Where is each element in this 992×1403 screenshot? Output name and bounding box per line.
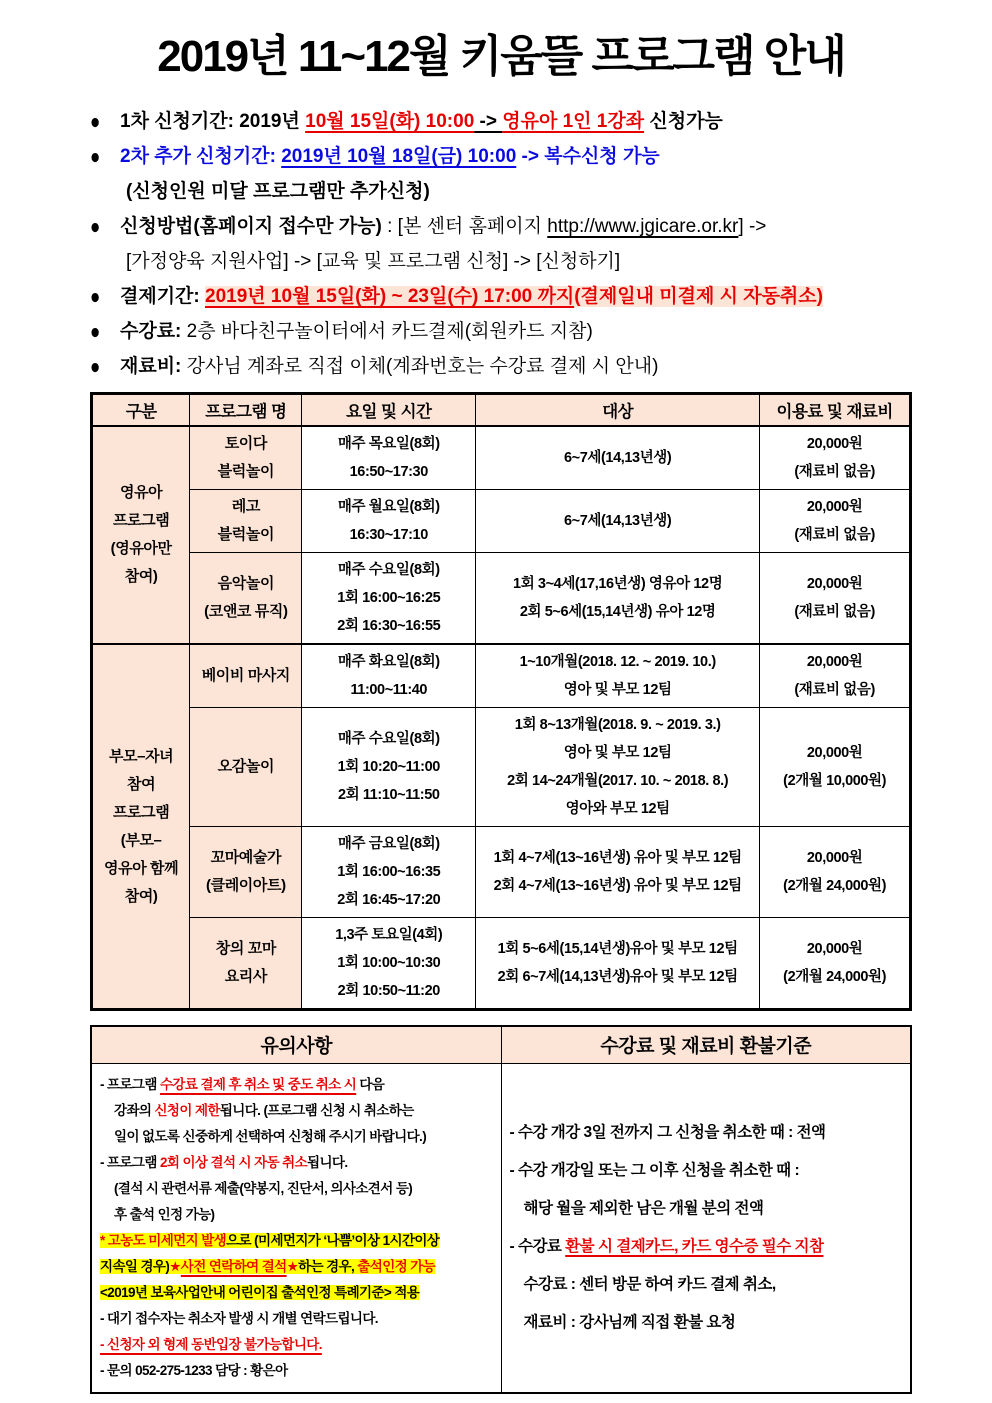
program-table-body <box>92 426 911 1010</box>
text-segment: 다음 <box>356 1076 385 1092</box>
text-segment: 됩니다. <box>307 1154 348 1170</box>
fee-line: (재료비 없음) <box>794 682 875 698</box>
refund-line <box>510 1228 903 1266</box>
schedule-cell <box>302 827 476 918</box>
text-segment: * 고농도 미세먼지 발생 <box>100 1232 227 1248</box>
text-segment: (신청인원 미달 프로그램만 추가신청) <box>126 181 430 202</box>
notice-line <box>100 1202 493 1228</box>
program-name-line: 블럭놀이 <box>217 463 275 480</box>
bullet-dot: ● <box>90 284 101 309</box>
notice-header-cell: 유의사항 <box>91 1026 501 1063</box>
fee-line: 20,000원 <box>806 850 863 866</box>
text-segment: 재료비: <box>120 356 187 377</box>
schedule-line: 11:00~11:40 <box>350 682 428 698</box>
target-cell <box>476 426 760 490</box>
bullet-dot: ● <box>90 319 101 344</box>
target-cell <box>476 644 760 708</box>
schedule-cell <box>302 426 476 490</box>
fee-cell <box>760 827 911 918</box>
text-segment: 후 출석 인정 가능) <box>114 1206 215 1222</box>
program-name-line: (클레이아트) <box>206 877 286 894</box>
notice-line <box>100 1332 493 1358</box>
fee-line: (2개월 10,000원) <box>783 773 887 789</box>
fee-cell <box>760 426 911 490</box>
fee-cell <box>760 553 911 645</box>
column-header: 대상 <box>476 394 760 427</box>
group-label-line: 참여) <box>124 887 158 905</box>
schedule-cell <box>302 918 476 1010</box>
schedule-line: 2회 16:30~16:55 <box>337 618 441 634</box>
text-segment: - 프로그램 <box>100 1076 160 1092</box>
program-name-line: 요리사 <box>224 968 267 985</box>
group-label-line: 참여 <box>127 775 156 793</box>
group-label-line: (부모– <box>120 831 162 849</box>
text-segment: 신청가능 <box>644 111 723 132</box>
target-line: 6~7세(14,13년생) <box>563 450 672 466</box>
intro-line <box>90 279 912 314</box>
fee-line: 20,000원 <box>806 941 863 957</box>
text-segment: 지속일 경우) <box>100 1258 170 1274</box>
intro-line-text <box>120 209 766 244</box>
intro-line <box>90 174 912 209</box>
target-line: 영아 및 부모 12팀 <box>563 745 672 761</box>
text-segment: 영유아 1인 1강좌 <box>502 111 645 132</box>
fee-line: (재료비 없음) <box>794 604 875 620</box>
fee-line: (2개월 24,000원) <box>783 878 887 894</box>
program-name-cell <box>190 827 302 918</box>
schedule-cell <box>302 644 476 708</box>
text-segment: - 수강 개강일 또는 그 이후 신청을 취소한 때 : <box>509 1161 800 1179</box>
text-segment: -> <box>474 111 503 132</box>
refund-line <box>510 1266 903 1304</box>
intro-line <box>90 104 912 139</box>
text-segment: 됩니다. (프로그램 신청 시 취소하는 <box>219 1102 414 1118</box>
bullet-dot: ● <box>90 214 101 239</box>
notice-line <box>100 1098 493 1124</box>
group-label-line: 영유아 함께 <box>104 859 179 877</box>
text-segment: 1차 신청기간: 2019년 <box>120 111 306 132</box>
group-label-line: 부모–자녀 <box>108 747 174 765</box>
text-segment: - 문의 052-275-1233 담당 : 황은아 <box>100 1362 288 1378</box>
program-name-line: 오감놀이 <box>217 758 275 775</box>
schedule-line: 매주 수요일(8회) <box>337 731 440 747</box>
fee-line: 20,000원 <box>806 436 863 452</box>
group-cell <box>92 644 190 1010</box>
text-segment: http://www.jgicare.or.kr <box>547 216 739 237</box>
program-name-line: 베이비 마사지 <box>201 667 291 684</box>
target-line: 영아 및 부모 12팀 <box>563 682 672 698</box>
target-line: 1회 3~4세(17,16년생) 영유아 12명 <box>513 576 723 592</box>
text-segment: - 수강료 <box>509 1237 566 1255</box>
refund-header-cell: 수강료 및 재료비 환불기준 <box>501 1026 911 1063</box>
text-segment: 환불 시 결제카드, 카드 영수증 필수 지참 <box>565 1237 824 1255</box>
group-label-line: 프로그램 <box>112 512 170 529</box>
text-segment: - 수강 개강 3일 전까지 그 신청을 취소한 때 : 전액 <box>509 1123 826 1141</box>
target-cell <box>476 827 760 918</box>
schedule-line: 2회 11:10~11:50 <box>337 787 440 803</box>
schedule-line: 1회 10:00~10:30 <box>337 955 441 971</box>
schedule-line: 1회 10:20~11:00 <box>337 759 440 775</box>
notice-cell <box>91 1063 501 1393</box>
text-segment: -> 복수신청 가능 <box>516 146 660 167</box>
schedule-line: 16:30~17:10 <box>349 527 428 543</box>
text-segment: 으로 <box>226 1232 255 1248</box>
text-segment: - 대기 접수자는 취소자 발생 시 개별 연락드립니다. <box>100 1310 378 1326</box>
text-segment: : [본 센터 홈페이지 <box>381 216 548 237</box>
program-name-line: (코앤코 뮤직) <box>204 603 288 620</box>
target-line: 2회 6~7세(14,13년생)유아 및 부모 12팀 <box>497 969 738 985</box>
intro-line-text <box>126 244 620 279</box>
schedule-line: 매주 수요일(8회) <box>337 562 440 578</box>
fee-line: (2개월 24,000원) <box>783 969 887 985</box>
text-segment: (결석 시 관련서류 제출(약봉지, 진단서, 의사소견서 등) <box>114 1180 413 1196</box>
program-header-row <box>92 394 911 427</box>
schedule-line: 매주 금요일(8회) <box>337 836 440 852</box>
program-row <box>92 827 911 918</box>
notice-line <box>100 1280 493 1306</box>
intro-line <box>90 139 912 174</box>
intro-line <box>90 349 912 384</box>
fee-cell <box>760 490 911 553</box>
text-segment: 2차 추가 신청기간: <box>120 146 282 167</box>
intro-line <box>90 314 912 349</box>
schedule-cell <box>302 708 476 827</box>
group-cell <box>92 426 190 644</box>
intro-line-text <box>126 174 430 209</box>
text-segment: 하는 경우, <box>298 1258 358 1274</box>
column-header: 요일 및 시간 <box>302 394 476 427</box>
fee-cell <box>760 918 911 1010</box>
notes-table <box>90 1025 912 1394</box>
schedule-line: 2회 16:45~17:20 <box>337 892 441 908</box>
refund-line <box>510 1190 903 1228</box>
column-header: 구분 <box>92 394 190 427</box>
text-segment: (미세먼지가 ‘나쁨’이상 1시간이상 <box>254 1232 440 1248</box>
fee-line: 20,000원 <box>806 499 863 515</box>
target-line: 1회 8~13개월(2018. 9. ~ 2019. 3.) <box>514 717 721 733</box>
fee-line: (재료비 없음) <box>794 464 875 480</box>
target-line: 2회 5~6세(15,14년생) 유아 12명 <box>519 604 716 620</box>
fee-cell <box>760 644 911 708</box>
refund-line <box>510 1114 903 1152</box>
target-cell <box>476 490 760 553</box>
schedule-line: 1회 16:00~16:35 <box>337 864 441 880</box>
text-segment: ] -> <box>738 216 767 237</box>
text-segment: 10월 15일(화) 10:00 <box>305 111 475 132</box>
text-segment: 2019년 10월 18일(금) 10:00 <box>281 146 517 167</box>
text-segment: - 신청자 외 형제 동반입장 불가능합니다. <box>100 1336 322 1352</box>
text-segment: 일이 없도록 신중하게 선택하여 신청해 주시기 바랍니다.) <box>114 1128 427 1144</box>
text-segment: 강좌의 <box>114 1102 155 1118</box>
refund-line <box>510 1304 903 1342</box>
bullet-dot: ● <box>90 109 101 134</box>
target-cell <box>476 708 760 827</box>
schedule-line: 매주 목요일(8회) <box>337 436 440 452</box>
schedule-line: 1회 16:00~16:25 <box>337 590 441 606</box>
fee-line: (재료비 없음) <box>794 527 875 543</box>
notice-line <box>100 1072 493 1098</box>
refund-line <box>510 1152 903 1190</box>
text-segment: 강사님 계좌로 직접 이체(계좌번호는 수강료 결제 시 안내) <box>186 356 659 377</box>
program-name-cell <box>190 708 302 827</box>
column-header: 프로그램 명 <box>190 394 302 427</box>
intro-line-text <box>120 139 660 174</box>
group-label-line: 영유아 <box>119 484 163 501</box>
text-segment: 수강료 결제 후 취소 및 중도 취소 시 <box>159 1076 357 1092</box>
fee-line: 20,000원 <box>806 745 863 761</box>
schedule-line: 2회 10:50~11:20 <box>337 983 440 999</box>
text-segment: [가정양육 지원사업] -> [교육 및 프로그램 신청] -> [신청하기] <box>126 251 621 272</box>
target-line: 1회 5~6세(15,14년생)유아 및 부모 12팀 <box>497 941 738 957</box>
notice-line <box>100 1124 493 1150</box>
schedule-line: 1,3주 토요일(4회) <box>335 927 443 943</box>
target-line: 6~7세(14,13년생) <box>563 513 672 529</box>
intro-bullet-list <box>90 104 912 384</box>
text-segment: (결제일내 미결제 시 자동취소) <box>574 286 823 307</box>
target-cell <box>476 553 760 645</box>
target-line: 1회 4~7세(13~16년생) 유아 및 부모 12팀 <box>493 850 742 866</box>
target-line: 영아와 부모 12팀 <box>565 801 670 817</box>
schedule-cell <box>302 553 476 645</box>
fee-line: 20,000원 <box>806 576 863 592</box>
notes-header-row <box>91 1026 911 1063</box>
program-name-cell <box>190 644 302 708</box>
text-segment: ★ <box>286 1258 299 1274</box>
program-name-line: 창의 꼬마 <box>215 940 276 957</box>
program-row <box>92 918 911 1010</box>
program-row <box>92 426 911 490</box>
text-segment: 결제기간: <box>120 286 206 307</box>
program-name-cell <box>190 553 302 645</box>
program-row <box>92 644 911 708</box>
text-segment: 재료비 : 강사님께 직접 환불 요청 <box>523 1313 736 1331</box>
program-name-line: 음악놀이 <box>217 575 275 592</box>
group-label-line: 프로그램 <box>112 803 170 821</box>
schedule-cell <box>302 490 476 553</box>
text-segment: 수강료: <box>120 321 187 342</box>
text-segment: 신청이 제한 <box>154 1102 220 1118</box>
intro-line-text <box>120 314 593 349</box>
schedule-line: 매주 월요일(8회) <box>337 499 440 515</box>
text-segment: ★ <box>169 1258 181 1274</box>
program-name-line: 레고 <box>231 498 260 515</box>
text-segment: <2019년 보육사업안내 어린이집 출석인정 특례기준> 적용 <box>100 1284 420 1300</box>
notice-line <box>100 1176 493 1202</box>
program-name-cell <box>190 426 302 490</box>
group-label-line: (영유아만 <box>110 540 172 557</box>
text-segment: 2회 이상 결석 시 자동 취소 <box>159 1154 308 1170</box>
text-segment: 신청방법(홈페이지 접수만 가능) <box>120 216 382 237</box>
program-row <box>92 708 911 827</box>
text-segment: 해당 월을 제외한 남은 개월 분의 전액 <box>523 1199 764 1217</box>
intro-line-text <box>120 279 823 314</box>
text-segment: - 프로그램 <box>100 1154 160 1170</box>
bullet-dot: ● <box>90 144 101 169</box>
group-label-line: 참여) <box>124 568 158 585</box>
text-segment: 2019년 10월 15일(화) ~ 23일(수) 17:00 까지 <box>205 286 575 307</box>
program-name-cell <box>190 918 302 1010</box>
text-segment: 2층 바다친구놀이터에서 카드결제(회원카드 지참) <box>186 321 593 342</box>
program-table <box>90 392 912 1011</box>
target-line: 1~10개월(2018. 12. ~ 2019. 10.) <box>519 654 716 670</box>
notice-line <box>100 1150 493 1176</box>
program-row <box>92 490 911 553</box>
fee-cell <box>760 708 911 827</box>
notice-line <box>100 1358 493 1384</box>
schedule-line: 16:50~17:30 <box>349 464 428 480</box>
page-title: 2019년 11~12월 키움뜰 프로그램 안내 <box>157 32 845 81</box>
program-table-head <box>92 394 911 427</box>
fee-line: 20,000원 <box>806 654 863 670</box>
notes-body-row <box>91 1063 911 1393</box>
refund-cell <box>501 1063 911 1393</box>
program-name-line: 꼬마예술가 <box>210 849 282 866</box>
notice-line <box>100 1306 493 1332</box>
target-line: 2회 14~24개월(2017. 10. ~ 2018. 8.) <box>507 773 729 789</box>
program-name-line: 토이다 <box>224 435 267 452</box>
intro-line <box>90 244 912 279</box>
text-segment: 사전 연락하여 결석 <box>180 1258 287 1274</box>
schedule-line: 매주 화요일(8회) <box>337 654 440 670</box>
target-line: 2회 4~7세(13~16년생) 유아 및 부모 12팀 <box>493 878 742 894</box>
text-segment: 출석인정 가능 <box>357 1258 436 1274</box>
program-name-line: 블럭놀이 <box>217 526 275 543</box>
text-segment: 수강료 : 센터 방문 하여 카드 결제 취소, <box>523 1275 776 1293</box>
intro-line-text <box>120 349 658 384</box>
intro-line-text <box>120 104 723 139</box>
column-header: 이용료 및 재료비 <box>760 394 911 427</box>
bullet-dot: ● <box>90 354 101 379</box>
notice-line <box>100 1228 493 1254</box>
intro-line <box>90 209 912 244</box>
target-cell <box>476 918 760 1010</box>
program-name-cell <box>190 490 302 553</box>
program-row <box>92 553 911 645</box>
notice-line <box>100 1254 493 1280</box>
